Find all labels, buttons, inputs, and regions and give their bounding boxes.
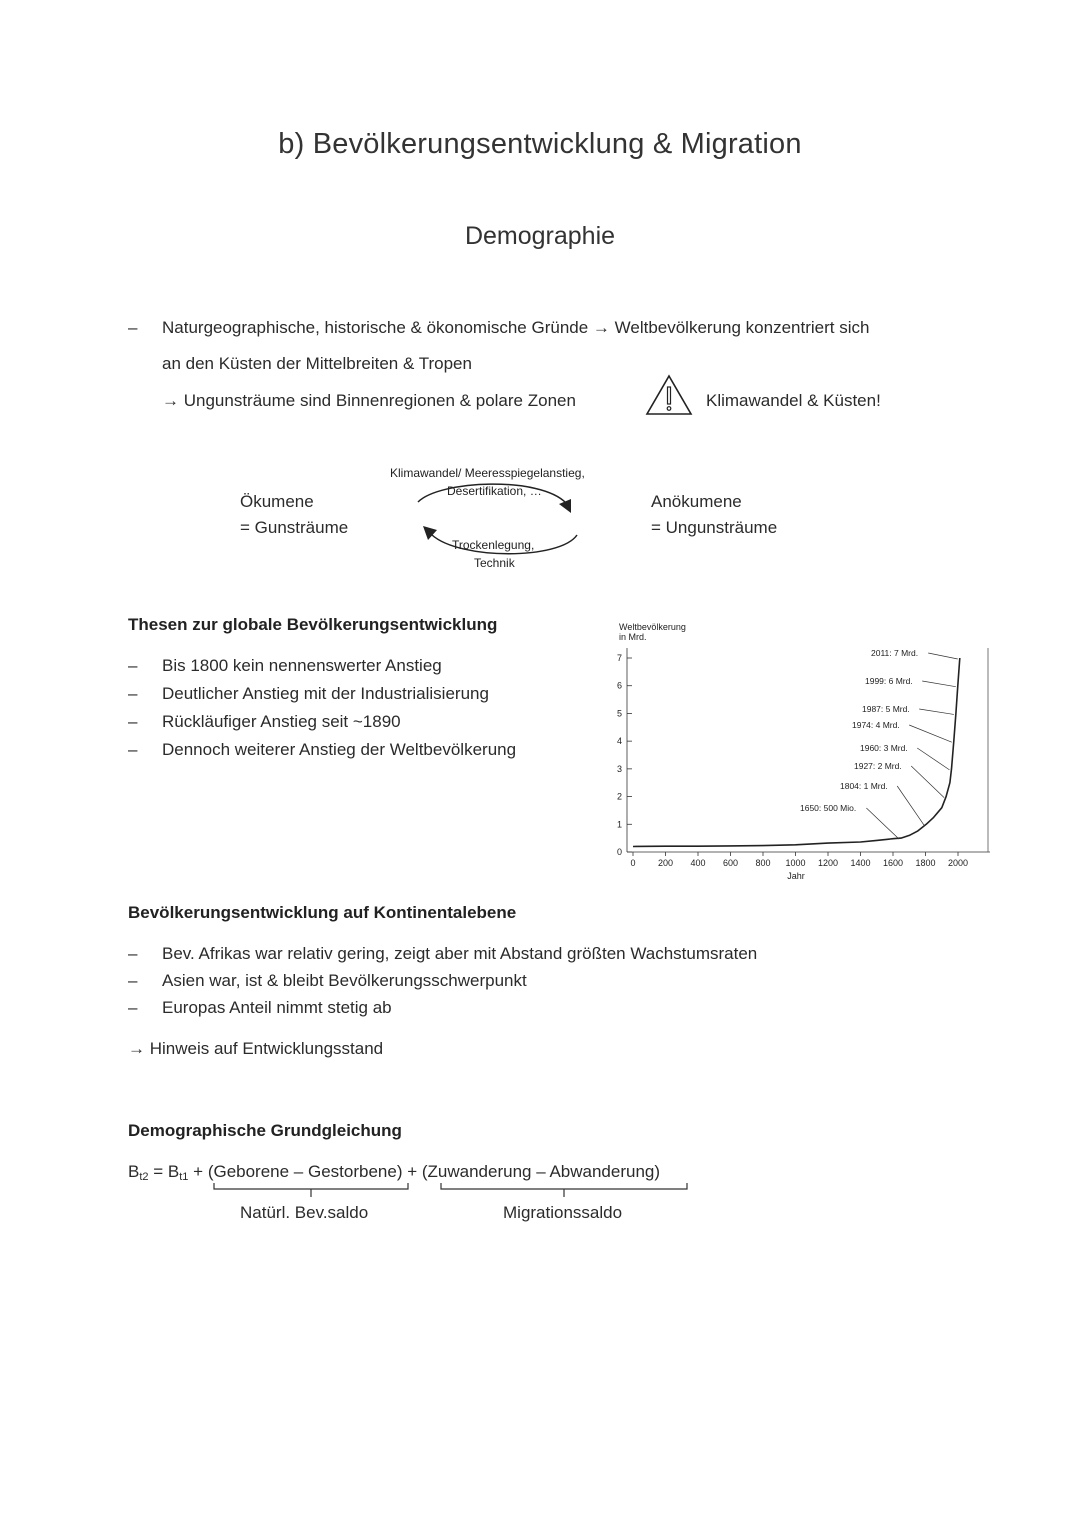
- cycle-bottom-line-2: Technik: [474, 556, 515, 570]
- cycle-top-line-1: Klimawandel/ Meeresspiegelanstieg,: [390, 466, 585, 480]
- chart-annotation-label: 1650: 500 Mio.: [800, 803, 857, 813]
- chart-annotation-label: 1804: 1 Mrd.: [840, 781, 888, 791]
- chart-x-tick-label: 1000: [785, 858, 806, 868]
- chart-annotation-label: 1927: 2 Mrd.: [854, 761, 902, 771]
- chart-xlabel: Jahr: [787, 871, 805, 881]
- formula-plus: +: [402, 1162, 422, 1181]
- chart-x-tick-label: 2000: [947, 858, 969, 868]
- formula-t1: t1: [179, 1171, 189, 1183]
- chart-y-tick-label: 6: [616, 680, 622, 691]
- label-natural-saldo: Natürl. Bev.saldo: [240, 1203, 369, 1222]
- kontinente-item: Europas Anteil nimmt stetig ab: [162, 998, 392, 1017]
- brace-migration: [441, 1183, 687, 1197]
- cycle-top-line-2: Desertifikation, …: [447, 484, 542, 498]
- chart-annotation-label: 1974: 4 Mrd.: [852, 720, 900, 730]
- chart-x-tick-label: 1800: [915, 858, 936, 868]
- chart-x-tick-label: 400: [690, 858, 706, 868]
- formula-b: B: [167, 1162, 180, 1181]
- bullet-dash: –: [128, 740, 138, 759]
- kontinente-note: → Hinweis auf Entwicklungsstand: [128, 1039, 384, 1058]
- bullet-dash: –: [128, 318, 138, 337]
- thesen-item: Dennoch weiterer Anstieg der Weltbevölkerung: [162, 740, 517, 759]
- formula-b: B: [128, 1162, 140, 1181]
- bullet-dash: –: [128, 656, 138, 675]
- chart-x-tick-label: 800: [755, 858, 771, 868]
- chart-annotation-label: 1960: 3 Mrd.: [860, 743, 908, 753]
- chart-x-tick-label: 200: [657, 858, 674, 868]
- bullet-dash: –: [128, 712, 138, 731]
- bullet-dash: –: [128, 684, 138, 703]
- intro-line-3: → Ungunsträume sind Binnenregionen & polare Zonen: [162, 391, 576, 410]
- chart-x-tick-label: 1200: [817, 858, 839, 868]
- chart-y-tick-label: 2: [616, 791, 622, 802]
- anoekumene-sub: = Ungunsträume: [651, 518, 778, 537]
- anoekumene-label: Anökumene: [651, 492, 742, 511]
- chart-x-tick-label: 1600: [882, 858, 904, 868]
- chart-y-tick-label: 4: [616, 736, 622, 747]
- oekumene-sub: = Gunsträume: [240, 518, 349, 537]
- formula-plus: +: [188, 1162, 208, 1181]
- gleichung-heading: Demographische Grundgleichung: [128, 1121, 402, 1140]
- intro-line-1: Naturgeographische, historische & ökonomische Gründe → Weltbevölkerung konzentriert sich: [162, 318, 870, 337]
- bullet-dash: –: [128, 998, 138, 1017]
- formula-part-migration: (Zuwanderung – Abwanderung): [421, 1162, 661, 1181]
- brace-natural: [214, 1183, 408, 1197]
- chart-y-tick-label: 7: [616, 653, 622, 663]
- chart-x-tick-label: 0: [630, 858, 636, 868]
- chart-annotation-label: 1999: 6 Mrd.: [865, 676, 913, 686]
- chart-annotation-label: 2011: 7 Mrd.: [871, 648, 919, 658]
- label-migration-saldo: Migrationssaldo: [503, 1203, 623, 1222]
- page-title: b) Bevölkerungsentwicklung & Migration: [278, 128, 802, 160]
- oekumene-label: Ökumene: [240, 492, 314, 511]
- chart-x-tick-label: 600: [722, 858, 739, 868]
- intro-line-2: an den Küsten der Mittelbreiten & Tropen: [162, 354, 472, 373]
- kontinente-heading: Bevölkerungsentwicklung auf Kontinentalebene: [128, 903, 517, 922]
- thesen-heading: Thesen zur globale Bevölkerungsentwicklung: [128, 615, 498, 634]
- formula-t2: t2: [139, 1171, 149, 1183]
- chart-y-tick-label: 5: [616, 708, 622, 719]
- formula-eq: =: [148, 1162, 168, 1181]
- chart-y-tick-label: 3: [616, 763, 622, 774]
- thesen-item: Bis 1800 kein nennenswerter Anstieg: [162, 656, 442, 675]
- chart-ylabel-line-1: Weltbevölkerung: [619, 622, 686, 632]
- chart-ylabel-line-2: in Mrd.: [619, 632, 647, 642]
- warning-text: Klimawandel & Küsten!: [706, 391, 881, 410]
- thesen-item: Rückläufiger Anstieg seit ~1890: [162, 712, 401, 731]
- kontinente-item: Asien war, ist & bleibt Bevölkerungsschwerpunkt: [162, 971, 527, 990]
- kontinente-item: Bev. Afrikas war relativ gering, zeigt aber mit Abstand größten Wachstumsraten: [162, 944, 758, 963]
- chart-annotation-label: 1987: 5 Mrd.: [862, 704, 910, 714]
- chart-x-tick-label: 1400: [850, 858, 871, 868]
- thesen-item: Deutlicher Anstieg mit der Industrialisierung: [162, 684, 489, 703]
- formula-part-natural: (Geborene – Gestorbene): [207, 1162, 403, 1181]
- bullet-dash: –: [128, 944, 138, 963]
- section-subtitle: Demographie: [464, 222, 616, 250]
- bullet-dash: –: [128, 971, 138, 990]
- chart-y-tick-label: 1: [616, 819, 622, 830]
- chart-y-tick-label: 0: [616, 847, 622, 857]
- cycle-bottom-line-1: Trockenlegung,: [452, 538, 535, 552]
